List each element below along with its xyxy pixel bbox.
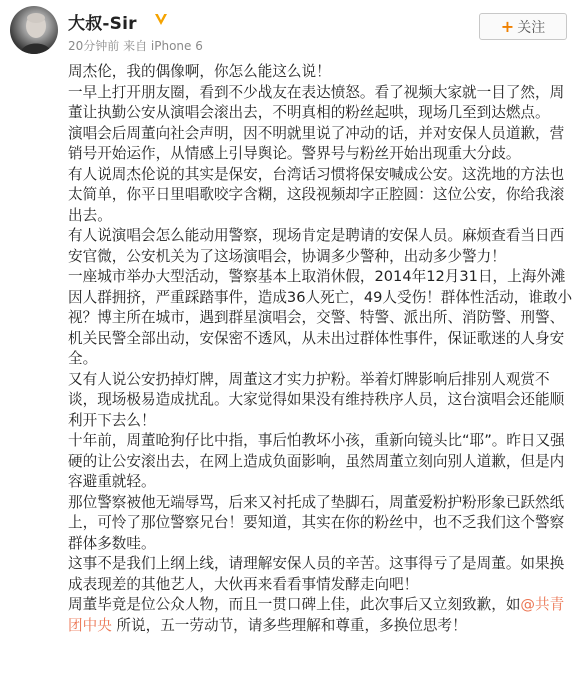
paragraph: 那位警察被他无端辱骂，后来又衬托成了垫脚石，周董爱粉护粉形象已跃然纸上，可怜了那位警察兄台！要知道，其实在你的粉丝中，也不乏我们这个警察群体多数哇。 (68, 493, 565, 552)
paragraph-last (68, 595, 578, 636)
follow-button[interactable] (479, 13, 567, 40)
author-name[interactable]: 大叔-Sir (68, 14, 137, 34)
post-body (68, 62, 578, 636)
paragraph: 一早上打开朋友圈，看到不少战友在表达愤怒。看了视频大家就一目了然，周董让执勤公安从演唱会滚出去，不明真相的粉丝起哄，现场几至到达燃点。 (68, 83, 565, 121)
person-avatar-icon (10, 6, 58, 54)
paragraph: 演唱会后周董向社会声明，因不明就里说了冲动的话，并对安保人员道歉，营销号开始运作，从情感上引导舆论。警界号与粉丝开始出现重大分歧。 (68, 124, 565, 162)
avatar[interactable] (10, 6, 58, 54)
post-header (0, 0, 586, 58)
plus-icon: + (500, 17, 515, 36)
paragraph: 有人说演唱会怎么能动用警察，现场肯定是聘请的安保人员。麻烦查看当日西安官微，公安机关为了这场演唱会，协调多少警种，出动多少警力！ (68, 227, 565, 265)
paragraph: 又有人说公安扔掉灯牌，周董这才实力护粉。举着灯牌影响后排别人观赏不谈，现场极易造成扰乱。大家觉得如果没有维持秩序人员，这台演唱会还能顺利开下去么！ (68, 370, 565, 429)
paragraph-text: 周董毕竟是位公众人物，而且一贯口碑上佳，此次事后又立刻致歉，如 (68, 596, 521, 613)
mention-link[interactable]: @共青团中央 (68, 596, 565, 634)
paragraph: 这事不是我们上纲上线，请理解安保人员的辛苦。这事得亏了是周董。如果换成表现差的其他艺人，大伙再来看看事情发酵走向吧！ (68, 555, 565, 593)
follow-label: 关注 (517, 19, 546, 36)
paragraph-text: 所说，五一劳动节，请多些理解和尊重，多换位思考！ (111, 616, 467, 634)
paragraph: 有人说周杰伦说的其实是保安，台湾话习惯将保安喊成公安。这洗地的方法也太简单，你平日里唱歌咬字含糊，这段视频却字正腔圆：这位公安，你给我滚出去。 (68, 165, 565, 224)
paragraph: 一座城市举办大型活动，警察基本上取消休假，2014年12月31日，上海外滩因人群拥挤，严重踩踏事件，造成36人死亡，49人受伤！群体性活动，谁敢小视？博主所在城市，遇到群星演唱会，交警、特警、派出所、消防警、刑警、机关民警全部出动，安保密不透风，从未出过群体性事件，保证歌迷的人身安全。 (68, 268, 573, 367)
paragraph: 十年前，周董呛狗仔比中指，事后怕教坏小孩，重新向镜头比“耶”。昨日又强硬的让公安滚出去，在网上造成负面影响，虽然周董立刻向别人道歉，但是内容避重就轻。 (68, 432, 565, 490)
verified-icon (152, 10, 170, 28)
paragraph: 周杰伦，我的偶像啊，你怎么能这么说！ (68, 63, 331, 80)
post-meta: 20分钟前 来自 iPhone 6 (68, 39, 203, 53)
